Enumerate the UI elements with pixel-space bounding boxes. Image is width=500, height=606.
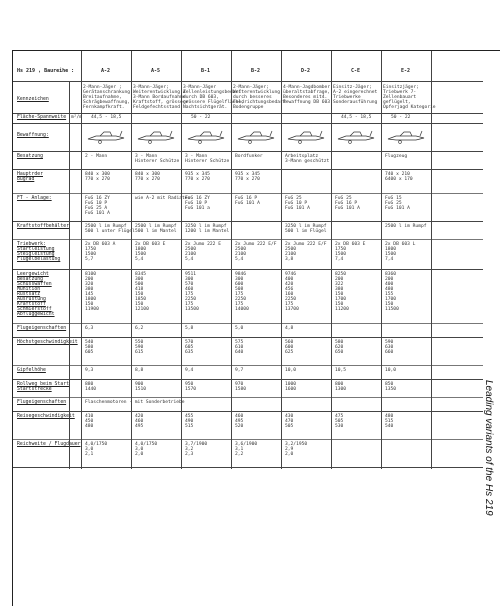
variant-header: A-5 (151, 68, 161, 74)
row-label: Reichweite / Flugdauer (17, 442, 81, 447)
table-cell: 950 1570 (185, 382, 197, 392)
table-cell: 935 x 345 770 x 270 (185, 172, 210, 182)
row-label: Hauptrder Bugrad (17, 172, 43, 182)
aircraft-side-view (86, 127, 126, 147)
column-divider (181, 51, 182, 469)
row-divider (13, 239, 483, 240)
column-divider (381, 51, 382, 469)
row-divider (13, 123, 483, 124)
row-label: Gipfelhöhe (17, 368, 46, 373)
table-cell: Bordfunker (235, 154, 263, 159)
aircraft-side-view (186, 127, 226, 147)
column-divider (69, 81, 70, 469)
table-cell: 9,3 (85, 368, 94, 373)
row-label: Besatzung (17, 154, 43, 159)
table-cell: 840 x 300 770 x 270 (85, 172, 110, 182)
kennzeichen-cell: Einsitzjäger; Triebwerk 7- Zellenbauart geflügelt, Opferjagd Kategorie (383, 85, 436, 110)
table-cell: 3,2/1950 2,9 2,0 (285, 442, 308, 457)
kennzeichen-cell: 3-Mann-Jäger; Weiterentwicklung d 3-Mann Bordaufnahme Kraftstoff, grössere Feldgefechtsstand (133, 85, 189, 110)
row-divider (13, 221, 483, 222)
table-cell: 900 1510 (135, 382, 147, 392)
row-divider (13, 439, 483, 440)
row-label: Flugeigenschaften (17, 400, 67, 405)
flaeche-value: 44,5 - 18,5 (91, 115, 122, 120)
table-cell: 2x Jumo 222 E/F 2500 2100 5,4 (235, 242, 277, 262)
flaeche-value: 50 - 22 (391, 115, 411, 120)
row-label: Kraftstoffbehälter (17, 224, 69, 229)
variant-header: B-1 (201, 68, 211, 74)
table-cell: 475 505 530 (335, 414, 344, 429)
table-cell: 430 470 505 (285, 414, 294, 429)
table-cell: 3,7/1900 3,2 2,3 (185, 442, 208, 457)
table-cell: 9746 400 420 456 160 2250 175 13700 (285, 272, 299, 312)
table-cell: 2500 l im Rumpf (385, 224, 427, 229)
variant-header: A-2 (101, 68, 111, 74)
table-cell: 4,0/1750 3,0 2,0 (135, 442, 158, 457)
table-cell: 580 620 650 (335, 340, 344, 355)
row-divider (13, 397, 483, 398)
table-cell: 9,4 (185, 368, 194, 373)
table-cell: FuG 16 P FuG 101 A (235, 196, 260, 206)
table-cell: 3 - Mann Hinterer Schütze (185, 154, 230, 164)
table-cell: 1000 1600 (285, 382, 297, 392)
flaeche-value: 44,5 - 18,5 (341, 115, 372, 120)
table-cell: 840 x 300 770 x 270 (135, 172, 160, 182)
column-divider (331, 51, 332, 469)
variant-header: D-2 (301, 68, 311, 74)
table-cell: 3 - Mann Hinterer Schütze (135, 154, 180, 164)
table-cell: Arbeitsplatz 3-Mann geschützt (285, 154, 330, 164)
table-cell: 10,5 (335, 368, 347, 373)
variant-header: C-E (351, 68, 361, 74)
table-cell: 6,2 (135, 326, 144, 331)
table-cell: 540 580 605 (85, 340, 94, 355)
sheet-title: Hs 219 , Baureihe : (17, 68, 75, 74)
table-cell: 9511 300 570 460 175 2250 175 13500 (185, 272, 199, 312)
table-cell: 10,0 (285, 368, 297, 373)
table-cell: 2500 l im Rumpf 500 l im Mantel (135, 224, 177, 234)
table-cell: 3250 l im Rumpf 1200 l im Mantel (185, 224, 230, 234)
bewaffnung-label: Bewaffnung: (17, 133, 49, 138)
table-cell: 4,8 (285, 326, 294, 331)
aircraft-side-view (286, 127, 326, 147)
table-cell: FuG 15 FuG 25 FuG 101 A (385, 196, 410, 211)
table-cell: FuG 16 ZY FuG 10 P FuG 25 A FuG 101 A (85, 196, 110, 216)
table-cell: 880 1440 (85, 382, 97, 392)
table-cell: FuG 25 FuG 10 P FuG 101 A (285, 196, 310, 211)
table-cell: 575 610 640 (235, 340, 244, 355)
table-cell: 2x DB 603 A 1750 1500 5,7 (85, 242, 116, 262)
row-label: Reisegeschwindigkeit (17, 414, 75, 419)
row-divider (13, 193, 483, 194)
table-cell: 8100 200 320 380 145 1800 150 11900 (85, 272, 99, 312)
row-divider (13, 337, 483, 338)
table-cell: 740 x 210 6400 x 170 (385, 172, 413, 182)
table-cell: FuG 25 FuG 16 P FuG 101 A (335, 196, 360, 211)
table-cell: 4,0/1750 3,0 2,1 (85, 442, 108, 457)
row-label: Flugeigenschaften (17, 326, 67, 331)
row-label: Leergewicht Besatzung Schusswaffen Munition Rüstsatz Ausrüstung Kraftstoff Schmierstoff Abfluggewicht (17, 272, 55, 317)
aircraft-side-view (136, 127, 176, 147)
flaeche-unit: m²/m (71, 115, 83, 120)
row-divider (13, 169, 483, 170)
variant-header: B-2 (251, 68, 261, 74)
table-cell: 10,0 (385, 368, 397, 373)
row-divider (13, 269, 483, 270)
table-cell: 2 - Mann (85, 154, 108, 159)
row-divider (13, 151, 483, 152)
row-label: FT - Anlage: (17, 196, 52, 201)
table-cell: 8360 200 400 480 155 1700 150 11500 (385, 272, 399, 312)
table-cell: 460 495 520 (235, 414, 244, 429)
row-divider (13, 323, 483, 324)
figure-caption (482, 380, 496, 600)
table-cell: 2x DB 603 E 1800 1500 5,4 (135, 242, 166, 262)
row-divider (13, 113, 483, 114)
flaeche-value: 50 - 22 (191, 115, 211, 120)
kennzeichen-cell: 3-Mann-Jäger Zellenleistungsbedarf durch DB 603, grössere Flügelfläche, Nachtsichtgerät. (183, 85, 244, 110)
kennzeichen-cell: 4-Mann-Jagdbomber überaltstabfrage, Besonderes mit4. Bewaffnung DB 603 (283, 85, 331, 105)
row-divider (13, 467, 483, 468)
table-cell: 2x Jumo 222 E/F 2500 2100 3,8 (285, 242, 327, 262)
table-cell: wie A-2 mit Radiaten (135, 196, 191, 201)
table-cell: 935 x 345 770 x 270 (235, 172, 260, 182)
table-cell: 850 1350 (385, 382, 397, 392)
flaeche-label: Fläche-Spannweite (17, 115, 67, 120)
row-divider (13, 379, 483, 380)
table-cell: 550 590 615 (135, 340, 144, 355)
column-divider (281, 51, 282, 469)
table-cell: 970 1580 (235, 382, 247, 392)
row-label: Triebwerk: Startleistung Steigleistung Flügelbelastung (17, 242, 61, 262)
table-cell: 560 600 625 (285, 340, 294, 355)
table-cell: 2500 l im Rumpf 500 l unter Flügel (85, 224, 135, 234)
table-cell: FuG 16 ZY FuG 10 P FuG 101 a (185, 196, 210, 211)
table-cell: 6,3 (85, 326, 94, 331)
row-divider (13, 411, 483, 412)
row-divider (13, 81, 483, 82)
aircraft-side-view (386, 127, 426, 147)
table-cell: 8345 300 500 418 150 1850 150 12100 (135, 272, 149, 312)
table-cell: Flugzeug (385, 154, 408, 159)
variant-header: E-2 (401, 68, 411, 74)
row-label: Höchstgeschwindigkeit (17, 340, 78, 345)
table-cell: 570 605 635 (185, 340, 194, 355)
table-cell: 590 630 660 (385, 340, 394, 355)
kennzeichen-cell: 2-Mann-Jäger ; Gerätanschrankung Breitaufnahme, Schrägbewaffnung, Fernkampfkraft. (83, 85, 131, 110)
row-label: Rollweg beim Start Startstrecke (17, 382, 69, 392)
table-cell: 3250 l im Rumpf 500 l im Flügel (285, 224, 327, 234)
aircraft-side-view (336, 127, 376, 147)
table-cell: 5,8 (185, 326, 194, 331)
table-cell: 3,6/1900 3,1 2,2 (235, 442, 258, 457)
table-cell: 9846 300 600 508 175 2250 175 14000 (235, 272, 249, 312)
caption-text: Leading variants of the Hs 219 (483, 380, 494, 516)
table-cell: 455 490 515 (185, 414, 194, 429)
kennzeichen-label: Kennzeichen (17, 97, 49, 102)
table-cell: 800 1300 (335, 382, 347, 392)
table-cell: 2x DB 603 E 1750 1500 7,4 (335, 242, 366, 262)
row-divider (13, 365, 483, 366)
column-divider (231, 51, 232, 469)
kennzeichen-cell: 2-Mann-Jäger; Weiterentwicklung durch besseres Feldrichtungsbedarf Bodengruppe (233, 85, 286, 110)
aircraft-side-view (236, 127, 276, 147)
table-cell: 2x Jumo 222 E 2500 2100 5,4 (185, 242, 221, 262)
kennzeichen-cell: Einsitz-Jäger; A-2 eingerechnet Triebwerke Sonderausführung (333, 85, 378, 105)
column-divider (431, 51, 432, 469)
data-sheet (12, 50, 500, 606)
table-cell: 410 450 480 (85, 414, 94, 429)
table-cell: 2x DB 603 L 1800 1500 7,4 (385, 242, 416, 262)
table-cell: 480 515 540 (385, 414, 394, 429)
column-divider (131, 51, 132, 469)
table-cell: 9,7 (235, 368, 244, 373)
column-divider (81, 51, 82, 469)
table-cell: 8250 200 322 380 150 1700 150 11200 (335, 272, 349, 312)
table-cell: Flaschenmotoren - mit Sonderbetriebe (85, 400, 185, 405)
table-cell: 5,0 (235, 326, 244, 331)
table-cell: 8,8 (135, 368, 144, 373)
table-cell: 420 460 495 (135, 414, 144, 429)
